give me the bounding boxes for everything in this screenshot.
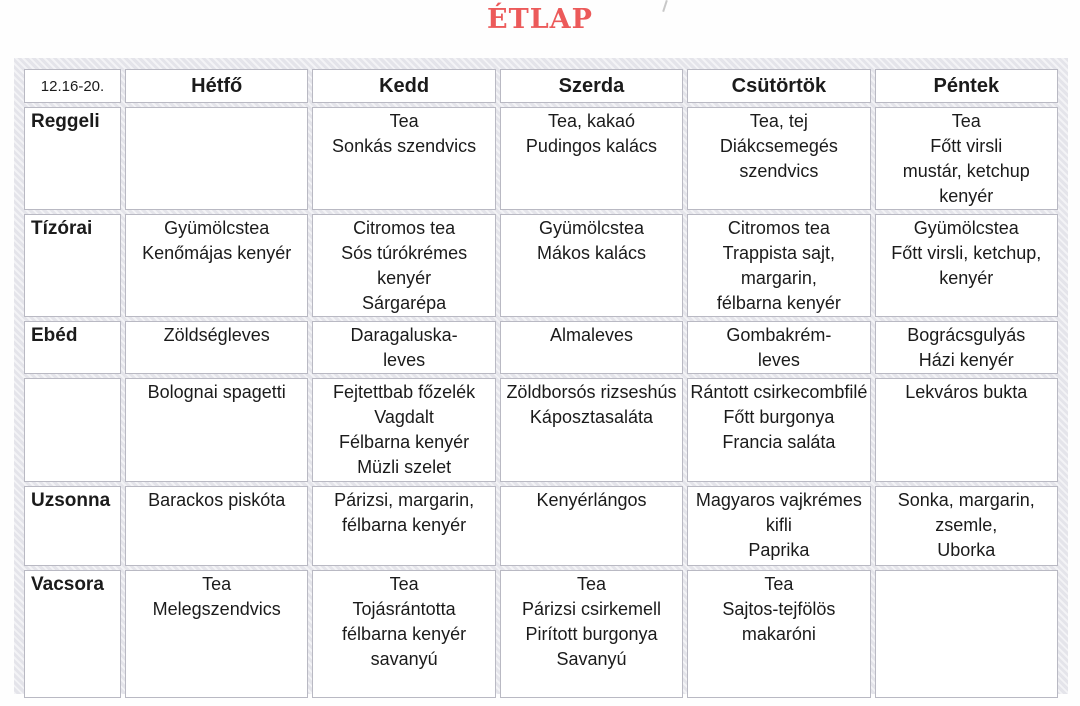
menu-item: Gyümölcstea [538,218,644,238]
menu-item: Házi kenyér [918,350,1014,370]
menu-item: Sós túrókrémes [341,243,468,263]
menu-item: Gyümölcstea [913,218,1019,238]
menu-cell-szerda [501,322,682,373]
menu-item: Bográcsgulyás [907,325,1026,345]
meal-row [25,322,1057,373]
menu-cell-hetfo [126,379,307,481]
menu-item: makaróni [741,624,816,644]
menu-item: Diákcsemegés [719,136,838,156]
meal-row [25,571,1057,697]
menu-cell-csutortok [688,379,869,481]
menu-item: Sonkás szendvics [332,136,477,156]
menu-cell-pentek [876,322,1057,373]
menu-item: Pirított burgonya [525,624,658,644]
menu-item: Uborka [937,540,996,560]
menu-item: Zöldségleves [163,325,270,345]
menu-item: savanyú [370,649,438,669]
menu-item: Trappista sajt, [722,243,836,263]
menu-cell-csutortok [688,215,869,316]
meal-row [25,215,1057,316]
menu-frame [14,58,1068,694]
menu-cell-csutortok [688,487,869,565]
menu-item: mustár, ketchup [902,161,1030,181]
menu-cell-kedd [313,322,494,373]
menu-item: kifli [765,515,792,535]
menu-body [25,108,1057,697]
meal-label: Tízórai [25,215,120,316]
menu-cell-pentek [876,487,1057,565]
menu-item: Félbarna kenyér [339,432,470,452]
meal-label: Ebéd [25,322,120,373]
menu-cell-kedd [313,487,494,565]
day-header-csutortok: Csütörtök [688,70,869,102]
menu-item: Zöldborsós rizseshús [506,382,677,402]
menu-item: Francia saláta [722,432,836,452]
menu-item: félbarna kenyér [342,624,467,644]
meal-row [25,379,1057,481]
menu-item: Daragaluska- [350,325,458,345]
menu-item: Káposztasaláta [529,407,654,427]
menu-item: Bolognai spagetti [147,382,286,402]
menu-item: szendvics [739,161,819,181]
meal-label: Vacsora [25,571,120,697]
menu-cell-kedd [313,379,494,481]
menu-item: Tea [576,574,606,594]
menu-cell-csutortok [688,322,869,373]
menu-item: Lekváros bukta [905,382,1028,402]
menu-cell-pentek [876,215,1057,316]
menu-item: Citromos tea [353,218,456,238]
menu-item: kenyér [377,268,432,288]
menu-cell-hetfo [126,487,307,565]
menu-cell-szerda [501,108,682,209]
meal-label-empty [25,379,120,481]
meal-row [25,108,1057,209]
menu-table [19,64,1063,703]
day-header-kedd: Kedd [313,70,494,102]
menu-item: kenyér [939,186,994,206]
menu-item: Tea [951,111,981,131]
menu-item: Rántott csirkecombfilé [690,382,868,402]
menu-cell-csutortok [688,571,869,697]
menu-item: Müzli szelet [357,457,452,477]
menu-item: Vagdalt [374,407,434,427]
menu-cell-kedd [313,108,494,209]
menu-item: Fejtettbab főzelék [333,382,476,402]
menu-item: Sárgarépa [362,293,447,313]
menu-item: Főtt virsli [930,136,1003,156]
menu-cell-csutortok [688,108,869,209]
menu-item: leves [757,350,800,370]
menu-item: Tea, tej [749,111,808,131]
day-header-hetfo: Hétfő [126,70,307,102]
menu-cell-kedd [313,215,494,316]
menu-cell-hetfo [126,322,307,373]
menu-item: Kenőmájas kenyér [142,243,292,263]
menu-item: Tea [389,574,419,594]
day-header-pentek: Péntek [876,70,1057,102]
menu-cell-szerda [501,487,682,565]
menu-cell-hetfo [126,108,307,209]
menu-item: Tea, kakaó [547,111,635,131]
day-header-szerda: Szerda [501,70,682,102]
meal-row [25,487,1057,565]
date-range: 12.16-20. [25,70,120,102]
menu-cell-pentek [876,379,1057,481]
menu-item: Savanyú [556,649,627,669]
menu-cell-hetfo [126,215,307,316]
menu-item: Gombakrém- [726,325,832,345]
page-title: ÉTLAP [487,4,593,35]
menu-item: Főtt burgonya [723,407,835,427]
menu-item: Tojásrántotta [352,599,456,619]
menu-item: zsemle, [935,515,998,535]
meal-label: Reggeli [25,108,120,209]
header-row [25,70,1057,102]
menu-item: Párizsi csirkemell [521,599,661,619]
menu-item: félbarna kenyér [342,515,467,535]
menu-item: Magyaros vajkrémes [695,490,862,510]
menu-cell-szerda [501,571,682,697]
menu-cell-pentek [876,571,1057,697]
menu-item: Párizsi, margarin, [334,490,475,510]
menu-item: Tea [764,574,794,594]
menu-item: margarin, [740,268,817,288]
menu-item: kenyér [939,268,994,288]
menu-item: Kenyérlángos [536,490,647,510]
meal-label: Uzsonna [25,487,120,565]
menu-item: Almaleves [549,325,633,345]
menu-item: Tea [202,574,232,594]
menu-cell-szerda [501,215,682,316]
menu-item: Citromos tea [727,218,830,238]
menu-cell-hetfo [126,571,307,697]
menu-item: Főtt virsli, ketchup, [891,243,1042,263]
menu-cell-pentek [876,108,1057,209]
menu-item: Melegszendvics [152,599,281,619]
menu-item: Gyümölcstea [164,218,270,238]
menu-item: Mákos kalács [536,243,646,263]
menu-item: Tea [389,111,419,131]
menu-cell-kedd [313,571,494,697]
menu-item: félbarna kenyér [716,293,841,313]
menu-item: Paprika [748,540,810,560]
menu-item: Sajtos-tejfölös [722,599,836,619]
menu-item: Barackos piskóta [148,490,286,510]
menu-item: Pudingos kalács [525,136,658,156]
menu-cell-szerda [501,379,682,481]
menu-item: Sonka, margarin, [897,490,1035,510]
menu-item: leves [383,350,426,370]
